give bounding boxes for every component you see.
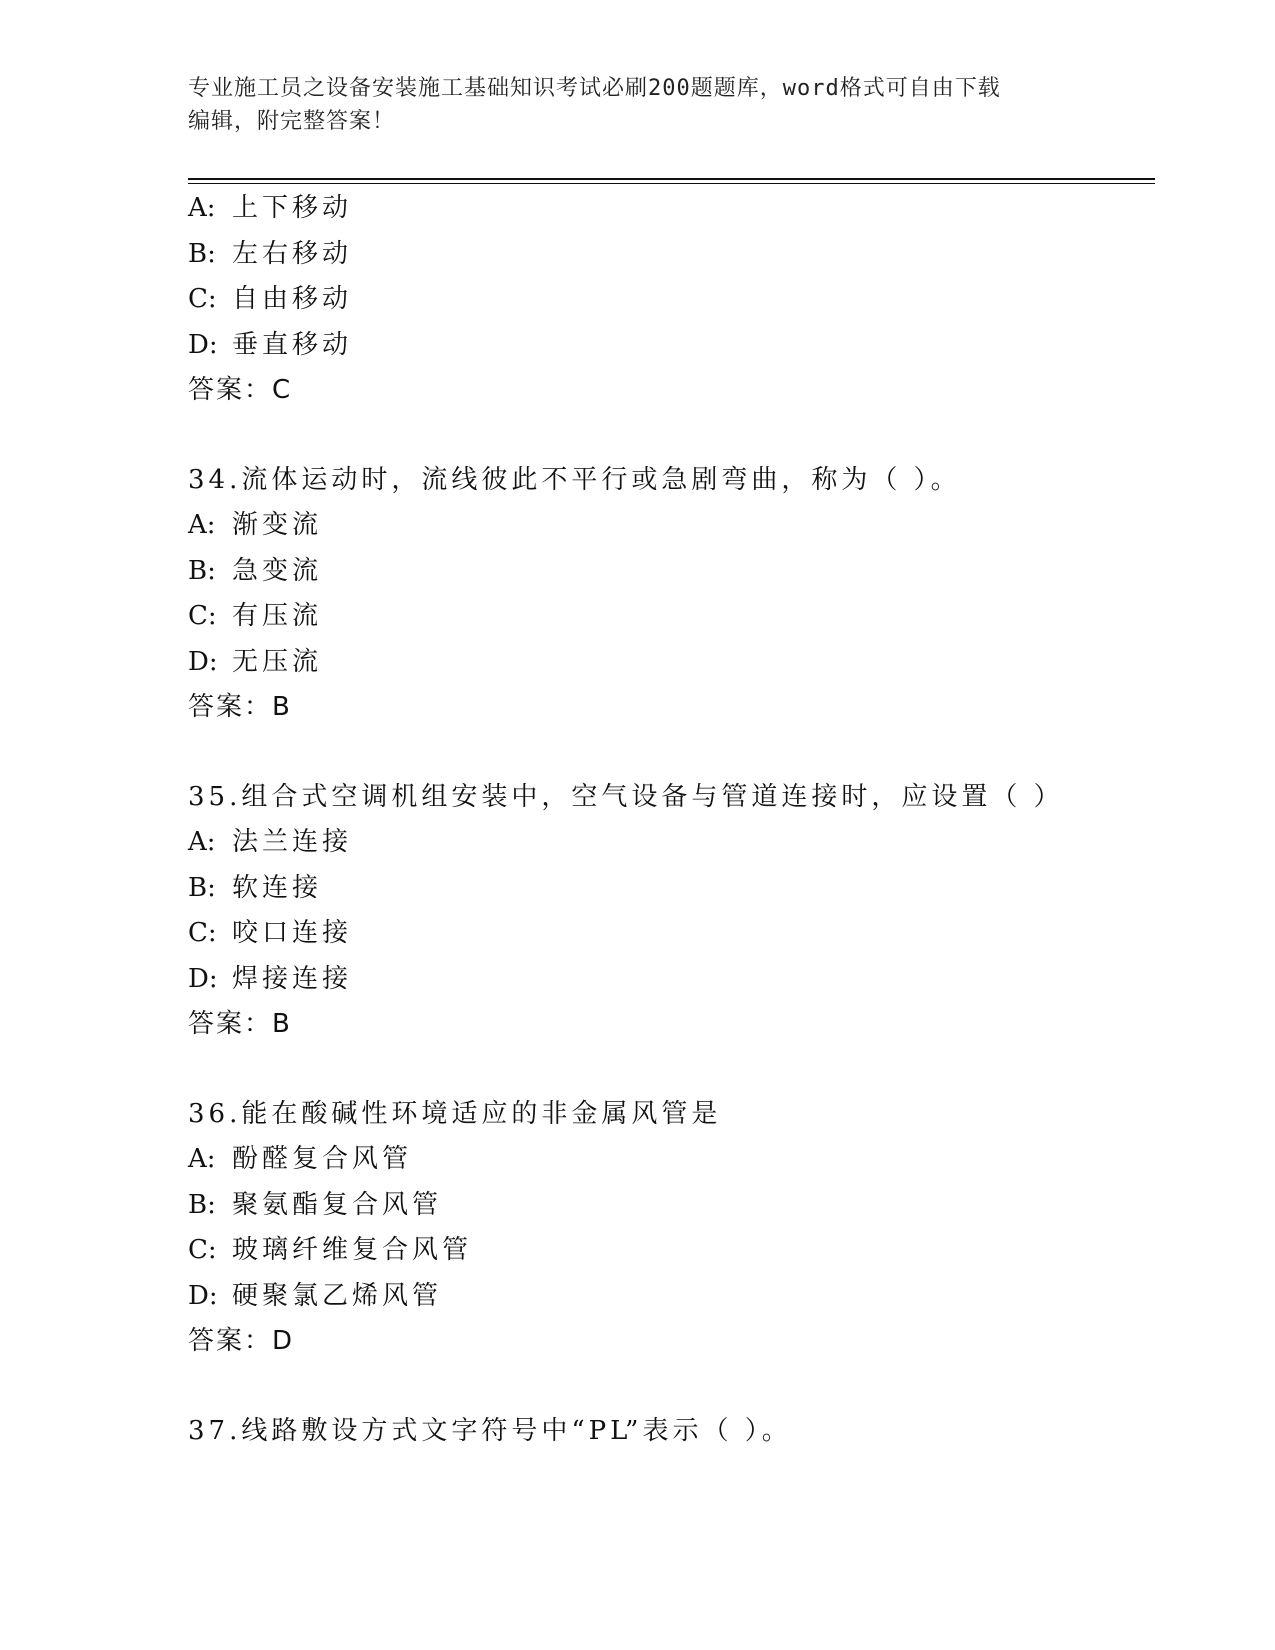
- header-divider-thin: [188, 183, 1155, 184]
- option-text: 垂直移动: [232, 329, 353, 360]
- option-label: D:: [188, 1280, 218, 1311]
- option-label: C:: [188, 284, 217, 314]
- option-a: [188, 186, 1148, 232]
- option-text: 有压流: [232, 601, 323, 631]
- option-label: D:: [188, 329, 218, 360]
- option-c: [188, 911, 1148, 957]
- block-spacer: [188, 731, 1148, 775]
- option-d: [188, 1274, 1148, 1320]
- option-label: C:: [188, 601, 217, 631]
- block-spacer: [188, 1048, 1148, 1092]
- option-text: 急变流: [232, 555, 323, 586]
- option-a: [188, 503, 1148, 549]
- option-label: B:: [188, 1189, 216, 1220]
- option-text: 焊接连接: [232, 963, 353, 994]
- question-block: [188, 458, 1148, 731]
- option-text: 咬口连接: [232, 918, 353, 948]
- option-d: [188, 957, 1148, 1003]
- question-text: 34.流体运动时，流线彼此不平行或急剧弯曲，称为（ ）。: [188, 464, 961, 495]
- question-block: [188, 186, 1148, 414]
- header-divider-thick: [188, 178, 1155, 180]
- option-d: [188, 640, 1148, 686]
- option-text: 自由移动: [232, 284, 353, 314]
- option-text: 无压流: [232, 646, 323, 677]
- option-label: A:: [188, 510, 216, 540]
- option-text: 玻璃纤维复合风管: [232, 1235, 473, 1265]
- option-text: 渐变流: [232, 510, 323, 540]
- document-header: [188, 72, 1088, 138]
- question-block: [188, 1092, 1148, 1365]
- option-d: [188, 323, 1148, 369]
- option-b: [188, 232, 1148, 278]
- option-text: 酚醛复合风管: [232, 1144, 413, 1174]
- option-label: D:: [188, 646, 218, 677]
- option-text: 上下移动: [232, 193, 353, 223]
- option-a: [188, 820, 1148, 866]
- question-list: [188, 186, 1148, 1454]
- answer-line: 答案：D: [188, 1326, 295, 1356]
- option-text: 聚氨酯复合风管: [232, 1189, 443, 1220]
- header-title-line-2: 编辑，附完整答案！: [188, 109, 396, 134]
- option-text: 软连接: [232, 872, 323, 903]
- option-b: [188, 1183, 1148, 1229]
- answer-line: 答案：C: [188, 375, 293, 405]
- option-text: 法兰连接: [232, 827, 353, 857]
- option-label: B:: [188, 872, 216, 903]
- block-spacer: [188, 414, 1148, 458]
- option-label: D:: [188, 963, 218, 994]
- option-label: C:: [188, 1235, 217, 1265]
- option-b: [188, 866, 1148, 912]
- option-label: A:: [188, 1144, 216, 1174]
- option-label: B:: [188, 555, 216, 586]
- option-label: B:: [188, 238, 216, 269]
- option-label: A:: [188, 827, 216, 857]
- option-c: [188, 277, 1148, 323]
- question-block: [188, 775, 1148, 1048]
- block-spacer: [188, 1365, 1148, 1409]
- question-text: 35.组合式空调机组安装中，空气设备与管道连接时，应设置（ ）: [188, 781, 1064, 812]
- question-block: [188, 1409, 1148, 1455]
- option-a: [188, 1137, 1148, 1183]
- option-label: A:: [188, 193, 216, 223]
- option-text: 左右移动: [232, 238, 353, 269]
- option-c: [188, 594, 1148, 640]
- option-b: [188, 549, 1148, 595]
- question-text: 37.线路敷设方式文字符号中“PL”表示（ ）。: [188, 1415, 792, 1446]
- option-label: C:: [188, 918, 217, 948]
- question-text: 36.能在酸碱性环境适应的非金属风管是: [188, 1098, 722, 1129]
- answer-line: 答案：B: [188, 692, 292, 722]
- answer-line: 答案：B: [188, 1009, 292, 1039]
- option-text: 硬聚氯乙烯风管: [232, 1280, 443, 1311]
- header-title-line-1: 专业施工员之设备安装施工基础知识考试必刷200题题库，word格式可自由下载: [188, 76, 1001, 101]
- option-c: [188, 1228, 1148, 1274]
